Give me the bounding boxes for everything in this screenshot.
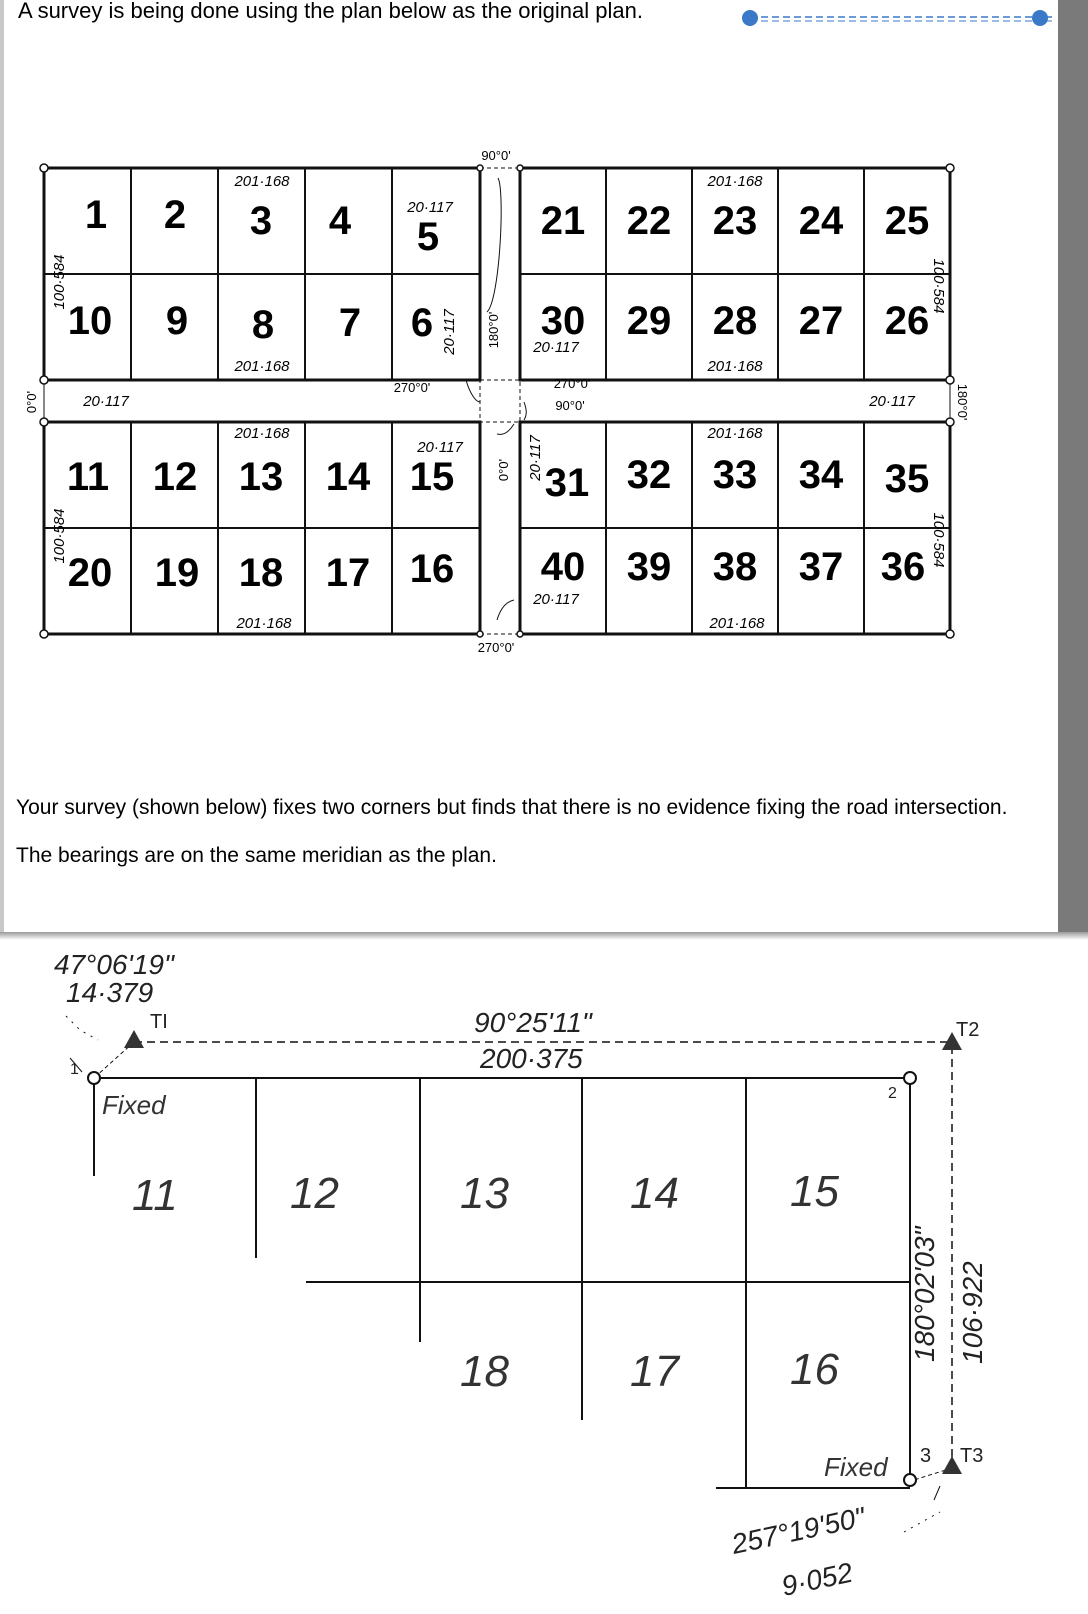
road-width-label: 20·117 [869, 393, 915, 410]
t1-distance: 14·379 [66, 977, 154, 1008]
traverse-distance: 200·375 [480, 1043, 583, 1074]
frontage-label: 201·168 [707, 358, 763, 375]
depth-label: 100·584 [930, 258, 947, 314]
lot-number: 28 [712, 299, 758, 343]
lot-number: 37 [798, 545, 844, 589]
lot-number: 11 [66, 455, 110, 499]
handle-right-icon[interactable] [1032, 10, 1048, 26]
corner-1-label: 1 [70, 1061, 79, 1078]
lot-number: 8 [251, 303, 275, 347]
road-width-label: 20·117 [407, 199, 453, 216]
fixed-label: Fixed [102, 1090, 166, 1120]
lot-number: 24 [798, 199, 844, 243]
lot-number: 30 [540, 299, 586, 343]
handle-left-icon[interactable] [742, 10, 758, 26]
survey-lot-number: 13 [460, 1169, 509, 1218]
station-t3-label: T3 [960, 1445, 984, 1467]
lot-number: 5 [416, 215, 440, 259]
bearing-label: 270°0' [393, 380, 431, 395]
lot-number: 40 [540, 545, 586, 589]
frontage-label: 201·168 [707, 173, 763, 190]
frontage-label: 201·168 [234, 173, 290, 190]
intro-text: A survey is being done using the plan below as the original plan. [18, 0, 643, 23]
road-width-label: 20·117 [417, 439, 463, 456]
survey-lot-number: 17 [630, 1347, 679, 1396]
lot-number: 3 [249, 199, 273, 243]
lot-number: 23 [712, 199, 758, 243]
frontage-label: 201·168 [707, 425, 763, 442]
lot-number: 10 [67, 299, 113, 343]
lot-number: 36 [880, 545, 926, 589]
lot-number: 26 [884, 299, 930, 343]
lot-number: 25 [884, 199, 930, 243]
t3-distance: 9·052 [778, 1556, 856, 1602]
road-width-label: 20·117 [533, 591, 579, 608]
lot-number: 9 [165, 299, 189, 343]
lot-number: 12 [152, 455, 198, 499]
station-t1-icon [124, 1030, 144, 1048]
explanation-paragraph: Your survey (shown below) fixes two corners but finds that there is no evidence fixing the road intersection. The bearings are on the same meridian as the plan. [16, 796, 1008, 867]
survey-lot-number: 12 [290, 1169, 339, 1218]
survey-lot-number: 16 [790, 1345, 839, 1394]
bearing-label: 180°0' [486, 311, 501, 349]
frontage-label: 201·168 [234, 358, 290, 375]
fixed-corner-3-icon [904, 1474, 916, 1486]
bearing-label: 0°0' [24, 390, 39, 414]
lot-number: 35 [884, 457, 930, 501]
survey-lot-number: 11 [132, 1171, 178, 1220]
depth-label: 100·584 [930, 512, 947, 568]
corner-2-icon [904, 1072, 916, 1084]
lot-number: 4 [328, 199, 352, 243]
lot-number: 17 [325, 551, 371, 595]
lot-number: 33 [712, 453, 758, 497]
bearing-label: 270°0' [477, 640, 515, 655]
selection-handles[interactable] [740, 6, 1058, 28]
lot-number: 27 [798, 299, 844, 343]
lot-number: 29 [626, 299, 672, 343]
fixed-corner-1-icon [88, 1072, 100, 1084]
depth-label: 100·584 [51, 254, 68, 310]
t3-bearing: 257°19'50" [728, 1501, 868, 1560]
lot-number: 16 [409, 547, 455, 591]
station-t3-icon [942, 1456, 962, 1474]
lot-number: 34 [798, 453, 844, 497]
lot-number: 21 [540, 199, 586, 243]
station-t2-label: T2 [956, 1019, 980, 1041]
t1-bearing: 47°06'19" [54, 949, 174, 980]
bearing-label: 90°0' [555, 398, 585, 413]
frontage-label: 201·168 [709, 615, 765, 632]
lot-number: 15 [409, 455, 455, 499]
bearing-label: 0°0' [496, 458, 511, 482]
frontage-label: 201·168 [236, 615, 292, 632]
lot-number: 2 [163, 193, 187, 237]
traverse-distance-vertical: 106·922 [957, 1261, 988, 1364]
lot-number: 19 [154, 551, 200, 595]
bearing-label: 180°0' [955, 383, 970, 421]
survey-lot-number: 15 [790, 1167, 839, 1216]
road-width-label: 20·117 [527, 435, 544, 481]
lot-number: 6 [410, 301, 434, 345]
lot-number: 18 [238, 551, 284, 595]
lot-number: 38 [712, 545, 758, 589]
survey-section [0, 932, 1088, 1614]
lot-number: 7 [338, 301, 362, 345]
traverse-bearing-vertical: 180°02'03" [909, 1226, 940, 1362]
corner-3-label: 3 [920, 1445, 932, 1467]
frontage-label: 201·168 [234, 425, 290, 442]
survey-lot-number: 18 [460, 1347, 509, 1396]
lot-number: 31 [544, 461, 590, 505]
lot-number: 20 [67, 551, 113, 595]
survey-diagram [0, 932, 1088, 1614]
bearing-label: 270°0' [553, 376, 591, 391]
depth-label: 100·584 [51, 508, 68, 564]
lot-number: 32 [626, 453, 672, 497]
bearing-label: 90°0' [481, 148, 511, 163]
road-width-label: 20·117 [83, 393, 129, 410]
traverse-bearing: 90°25'11" [474, 1007, 592, 1038]
survey-lot-number: 14 [630, 1169, 679, 1218]
lot-number: 1 [84, 193, 108, 237]
road-width-label: 20·117 [533, 339, 579, 356]
lot-number: 22 [626, 199, 672, 243]
lot-number: 14 [325, 455, 371, 499]
original-plan-diagram [0, 140, 1058, 660]
lot-number: 39 [626, 545, 672, 589]
corner-2-label: 2 [888, 1085, 897, 1102]
road-width-label: 20·117 [441, 309, 458, 355]
lot-number: 13 [238, 455, 284, 499]
station-t1-label: TI [150, 1011, 168, 1033]
fixed-label: Fixed [824, 1452, 888, 1482]
